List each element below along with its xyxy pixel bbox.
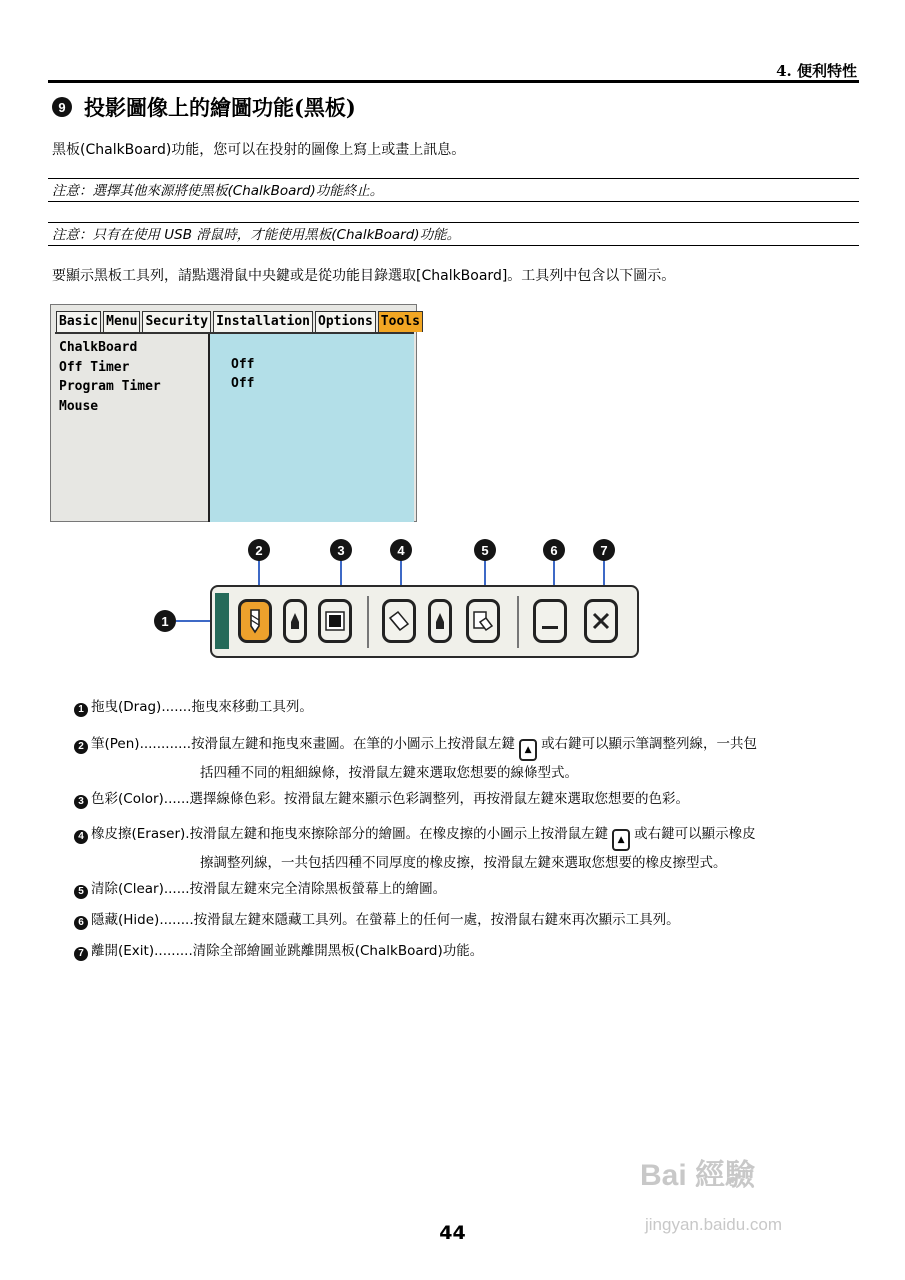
note-usb-mouse: 注意：只有在使用 USB 滑鼠時，才能使用黑板(ChalkBoard)功能。 [48,222,859,246]
callout-5: 5 [474,539,496,561]
desc-text: 選擇線條色彩。按滑鼠左鍵來顯示色彩調整列，再按滑鼠左鍵來選取您想要的色彩。 [189,791,690,807]
tab-basic[interactable]: Basic [56,311,101,332]
desc-text: 按滑鼠左鍵和拖曳來畫圖。在筆的小圖示上按滑鼠左鍵 [191,736,516,752]
menu-item-list [56,338,208,416]
tab-options[interactable]: Options [315,311,376,332]
section-title [52,92,356,122]
desc-clear [74,877,446,901]
desc-number: 1 [74,703,88,717]
desc-text-continued: 擦調整列線，一共包括四種不同厚度的橡皮擦，按滑鼠左鍵來選取您想要的橡皮擦型式。 [200,855,727,871]
desc-text: 按滑鼠左鍵和拖曳來擦除部分的繪圖。在橡皮擦的小圖示上按滑鼠左鍵 [189,826,609,842]
desc-text-after-icon: 或右鍵可以顯示筆調整列線，一共包 [541,736,758,752]
display-instruction: 要顯示黑板工具列，請點選滑鼠中央鍵或是從功能目錄選取[ChalkBoard]。工具列中包含以下圖示。 [52,268,676,284]
desc-label: 色彩(Color) [91,791,164,807]
desc-text-after-icon: 或右鍵可以顯示橡皮 [634,826,756,842]
tab-tools[interactable]: Tools [378,311,423,332]
desc-number: 3 [74,795,88,809]
menu-item-program-timer[interactable]: Program Timer [59,379,161,394]
program-timer-value: Off [231,376,255,391]
desc-drag [74,695,313,719]
desc-leader: ......... [154,943,193,959]
desc-hide [74,908,680,932]
desc-number: 2 [74,740,88,754]
callout-2: 2 [248,539,270,561]
menu-item-mouse[interactable]: Mouse [59,398,99,414]
drag-icon[interactable] [215,593,229,649]
tab-security[interactable]: Security [142,311,211,332]
menu-tabs [56,311,425,332]
desc-leader: ....... [161,699,192,715]
exit-icon[interactable] [584,599,618,643]
note-source-change: 注意：選擇其他來源將使黑板(ChalkBoard)功能終止。 [48,178,859,202]
callout-1: 1 [154,610,176,632]
desc-label: 拖曳(Drag) [91,699,162,715]
tab-menu[interactable]: Menu [103,311,140,332]
pen-size-icon: ▲ [519,739,537,761]
watermark-brand: Bai 經驗 [640,1159,756,1192]
callout-7: 7 [593,539,615,561]
section-number-badge: 9 [52,97,72,117]
color-icon[interactable] [318,599,352,643]
hide-icon[interactable] [533,599,567,643]
callout-6: 6 [543,539,565,561]
menu-item-chalkboard[interactable]: ChalkBoard [59,340,138,355]
desc-leader: ...... [163,791,190,807]
desc-label: 隱藏(Hide) [91,912,160,928]
desc-text: 按滑鼠左鍵來隱藏工具列。在螢幕上的任何一處，按滑鼠右鍵來再次顯示工具列。 [193,912,680,928]
desc-text: 清除全部繪圖並跳離開黑板(ChalkBoard)功能。 [192,943,484,959]
desc-exit [74,939,483,963]
eraser-size-icon[interactable] [428,599,452,643]
menu-item-off-timer[interactable]: Off Timer [59,359,130,375]
toolbar-separator [367,596,369,648]
eraser-size-icon: ▲ [612,829,630,851]
header-rule [48,80,859,83]
clear-icon[interactable] [466,599,500,643]
desc-text: 按滑鼠左鍵來完全清除黑板螢幕上的繪圖。 [189,881,447,897]
toolbar-separator [517,596,519,648]
off-timer-value: Off [231,357,255,372]
desc-label: 橡皮擦(Eraser) [91,826,186,842]
desc-number: 5 [74,885,88,899]
desc-label: 筆(Pen) [91,736,140,752]
tab-installation[interactable]: Installation [213,311,313,332]
desc-eraser [74,822,864,875]
desc-leader: . [185,826,190,842]
desc-number: 7 [74,947,88,961]
intro-paragraph: 黑板(ChalkBoard)功能，您可以在投射的圖像上寫上或畫上訊息。 [52,142,466,158]
callout-4: 4 [390,539,412,561]
desc-leader: ............ [139,736,192,752]
desc-leader: ........ [159,912,194,928]
desc-label: 離開(Exit) [91,943,155,959]
desc-text-continued: 括四種不同的粗細線條，按滑鼠左鍵來選取您想要的線條型式。 [200,765,578,781]
callout-3: 3 [330,539,352,561]
desc-number: 6 [74,916,88,930]
pen-size-icon[interactable] [283,599,307,643]
desc-label: 清除(Clear) [91,881,164,897]
chalkboard-toolbar [210,585,639,658]
desc-leader: ...... [163,881,190,897]
watermark-url: jingyan.baidu.com [645,1215,783,1234]
menu-value-panel [210,334,414,522]
menu-screenshot [50,304,420,522]
pen-icon[interactable] [238,599,272,643]
desc-text: 拖曳來移動工具列。 [191,699,313,715]
page-number: 44 [439,1222,466,1244]
desc-pen [74,732,864,785]
desc-color [74,787,689,811]
section-title-text: 投影圖像上的繪圖功能(黑板) [84,95,356,120]
chapter-header: 4. 便利特性 [776,62,857,80]
eraser-icon[interactable] [382,599,416,643]
desc-number: 4 [74,830,88,844]
